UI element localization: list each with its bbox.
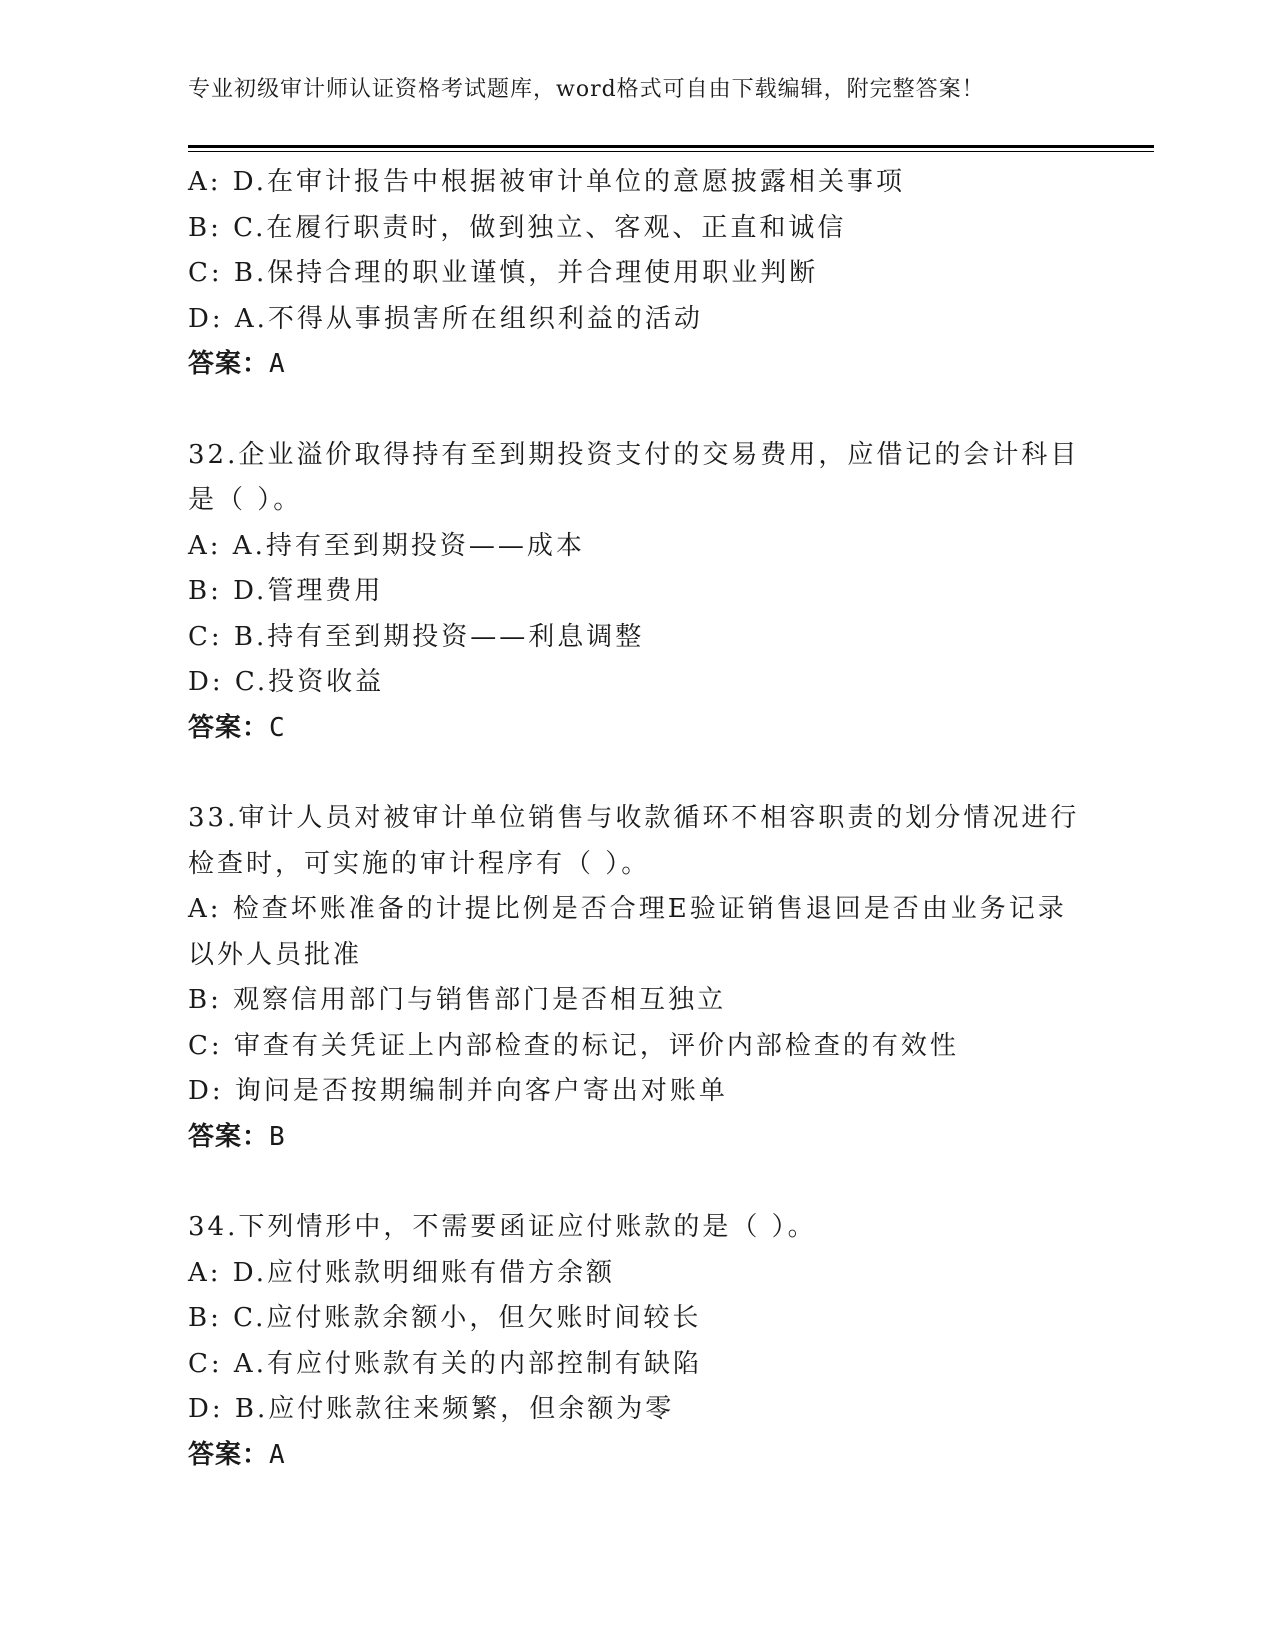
- option-line: C: 审查有关凭证上内部检查的标记，评价内部检查的有效性: [188, 1030, 959, 1061]
- option-line: D: 询问是否按期编制并向客户寄出对账单: [188, 1076, 728, 1106]
- option-line: A: A.持有至到期投资——成本: [188, 530, 585, 561]
- question-text: 33.审计人员对被审计单位销售与收款循环不相容职责的划分情况进行: [188, 803, 1080, 833]
- answer-label: 答案：: [188, 349, 270, 379]
- question-block: [188, 796, 1088, 1160]
- answer-label: 答案：: [188, 1121, 270, 1152]
- header-rule-thin: [188, 151, 1154, 152]
- option-line: A: D.在审计报告中根据被审计单位的意愿披露相关事项: [188, 167, 905, 197]
- question-block: [188, 1205, 1088, 1478]
- option-line: C: B.持有至到期投资——利息调整: [188, 621, 645, 652]
- option-line: B: C.在履行职责时，做到独立、客观、正直和诚信: [188, 212, 847, 243]
- answer-line: [188, 1115, 1088, 1161]
- answer-label: 答案：: [188, 712, 270, 743]
- answer-value: B: [269, 1121, 286, 1152]
- answer-value: A: [269, 349, 286, 379]
- question-text: 34.下列情形中，不需要函证应付账款的是（ ）。: [188, 1212, 817, 1242]
- answer-line: [188, 342, 1088, 388]
- header-rule-thick: [188, 145, 1154, 148]
- option-line: B: C.应付账款余额小，但欠账时间较长: [188, 1303, 702, 1333]
- option-line: A: 检查坏账准备的计提比例是否合理E验证销售退回是否由业务记录: [188, 894, 1067, 924]
- option-line: B: 观察信用部门与销售部门是否相互独立: [188, 985, 727, 1015]
- option-line: 以外人员批准: [188, 939, 363, 970]
- question-text: 是（ ）。: [188, 485, 303, 515]
- question-text: 32.企业溢价取得持有至到期投资支付的交易费用，应借记的会计科目: [188, 439, 1080, 470]
- option-line: B: D.管理费用: [188, 576, 384, 606]
- question-text: 检查时，可实施的审计程序有（ ）。: [188, 848, 651, 879]
- question-block: [188, 160, 1088, 388]
- page-header: 专业初级审计师认证资格考试题库，word格式可自由下载编辑，附完整答案！: [188, 77, 985, 102]
- answer-line: [188, 706, 1088, 752]
- option-line: A: D.应付账款明细账有借方余额: [188, 1257, 615, 1288]
- option-line: D: C.投资收益: [188, 667, 385, 697]
- question-list: [188, 160, 1088, 1478]
- answer-value: C: [269, 712, 286, 743]
- question-block: [188, 433, 1088, 752]
- option-line: C: B.保持合理的职业谨慎，并合理使用职业判断: [188, 258, 819, 288]
- answer-line: [188, 1433, 1088, 1479]
- answer-value: A: [269, 1439, 286, 1470]
- answer-label: 答案：: [188, 1439, 270, 1470]
- option-line: D: B.应付账款往来频繁，但余额为零: [188, 1394, 675, 1424]
- option-line: C: A.有应付账款有关的内部控制有缺陷: [188, 1348, 702, 1379]
- option-line: D: A.不得从事损害所在组织利益的活动: [188, 303, 703, 334]
